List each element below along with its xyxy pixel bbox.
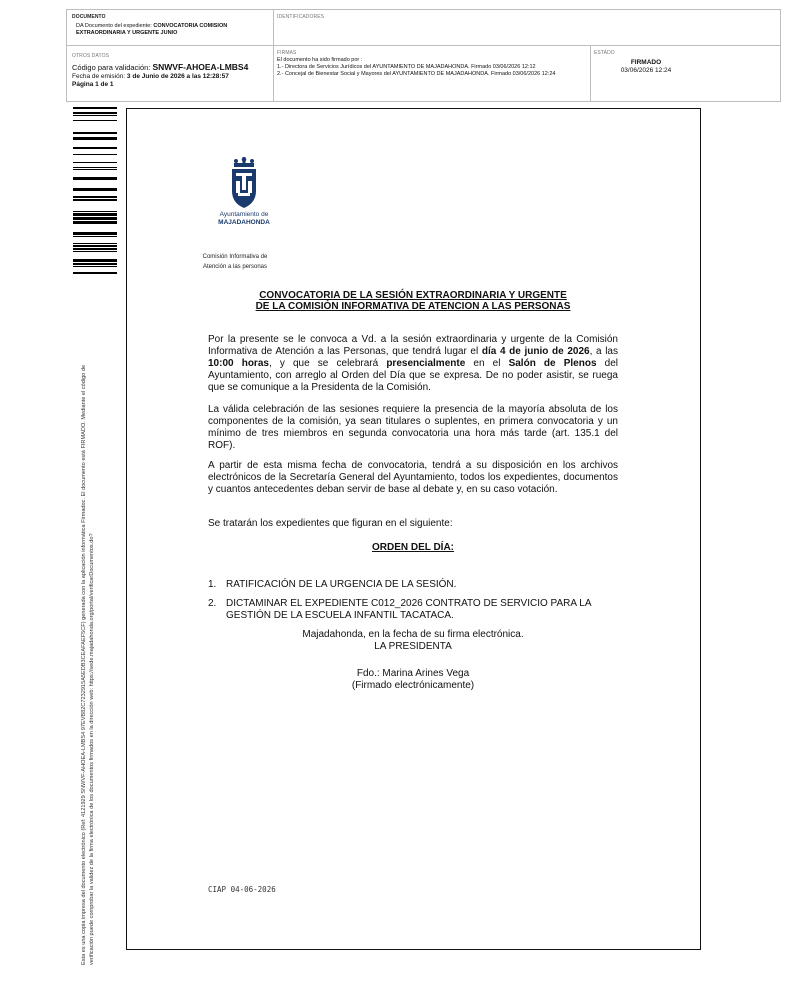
- paragraph-quorum: La válida celebración de las sesiones requiere la presencia de la mayoría absoluta de los componentes de la comisión, ya sean titulares o suplentes, en primera convocatoria y un mínimo de tres miembros en segunda convocatoria una hora más tarde (art. 135.1 del ROF).: [208, 404, 618, 451]
- fecha-emision: [72, 73, 229, 80]
- side-text-line: verificación puede comprobar la validez de la firma electrónica de los documentos firmados en la dirección web: https://sede.majadahonda.org/portal/verificarDocumentos.do?: [89, 533, 95, 965]
- documento-cell: [67, 10, 274, 46]
- paragraph-convocatoria: [208, 334, 618, 394]
- side-verification-text: [80, 285, 96, 965]
- agenda-item-number: 2.: [208, 598, 217, 609]
- meeting-mode: presencialmente: [386, 358, 466, 369]
- barcode-image: [73, 107, 117, 277]
- title-line: CONVOCATORIA DE LA SESIÓN EXTRAORDINARIA Y URGENTE: [259, 290, 567, 301]
- codigo-value: SNWVF-AHOEA-LMBS4: [152, 62, 249, 72]
- otros-datos-label: OTROS DATOS: [72, 53, 110, 59]
- agenda-item: [208, 598, 618, 622]
- paragraph-expedientes: Se tratarán los expedientes que figuran en el siguiente:: [208, 518, 453, 529]
- document-header: [66, 9, 781, 102]
- codigo-validacion: [72, 62, 248, 72]
- closing-place: Majadahonda, en la fecha de su firma electrónica.: [302, 629, 524, 640]
- meeting-place: Salón de Plenos: [508, 358, 597, 369]
- text-run: Por la presente se le convoca a Vd. a la sesión extraordinaria y urgente de la Comisión Informativa de Atención a las Personas, que tendrá lugar el: [208, 334, 618, 357]
- title-line: DE LA COMISIÓN INFORMATIVA DE ATENCION A LAS PERSONAS: [255, 301, 571, 312]
- documento-value: [76, 23, 266, 37]
- document-title: [208, 290, 618, 312]
- codigo-prefix: Código para validación:: [72, 63, 153, 72]
- pagina-indicator: Página 1 de 1: [72, 81, 114, 88]
- logo-line: Ayuntamiento de: [219, 211, 269, 218]
- estado-label: ESTADO: [594, 50, 615, 56]
- firmas-label: FIRMAS: [277, 50, 297, 56]
- ciap-reference: CIAP 04-06-2026: [208, 885, 276, 894]
- side-text-line: Esta es una copia impresa del documento electrónico (Ref: 4121929 SNWVF-AHOEA-LMBS4 97EVB82C7232915A5EDB3CEAFAEF5CF) generada con la aplicación informática Firmadoc. El documento está FIRMADO. Mediante el código de: [81, 364, 87, 965]
- estado-value: FIRMADO: [630, 59, 662, 66]
- orden-del-dia-heading: ORDEN DEL DÍA:: [371, 542, 455, 553]
- comision-heading: [185, 252, 285, 272]
- firma-item: 1.- Directora de Servicios Jurídicos del AYUNTAMIENTO DE MAJADAHONDA. Firmado 03/06/2026 12:12: [277, 64, 536, 70]
- agenda-item-text: DICTAMINAR EL EXPEDIENTE C012_2026 CONTRATO DE SERVICIO PARA LA GESTIÓN DE LA ESCUELA INFANTIL TACATACA.: [226, 598, 591, 621]
- closing-signer: Fdo.: Marina Arines Vega: [356, 668, 470, 679]
- agenda-item-text: RATIFICACIÓN DE LA URGENCIA DE LA SESIÓN.: [226, 579, 457, 590]
- closing-note: (Firmado electrónicamente): [351, 680, 475, 691]
- documento-title: CONVOCATORIA COMISION EXTRAORDINARIA Y URGENTE JUNIO: [76, 23, 228, 36]
- meeting-time: 10:00 horas: [208, 358, 269, 369]
- paragraph-documentacion: A partir de esta misma fecha de convocatoria, tendrá a su disposición en los archivos electrónicos de la Secretaría General del Ayuntamiento, todos los expedientes, documentos y cuantos antecedentes deban servir de base al debate y, en su caso votación.: [208, 460, 618, 495]
- firma-item: 2.- Concejal de Bienestar Social y Mayores del AYUNTAMIENTO DE MAJADAHONDA. Firmado 03/06/2026 12:24: [277, 71, 556, 77]
- text-run: , y que se celebrará: [268, 358, 387, 369]
- text-run: del Ayuntamiento, con arreglo al Orden del Día que se expresa. De no poder asistir, se ruega que se comunique a la Presidenta de la Comisión.: [208, 358, 619, 393]
- comision-line: Comisión Informativa de: [202, 254, 268, 260]
- logo-text: [203, 211, 285, 226]
- firmas-list: [277, 57, 587, 78]
- meeting-date: día 4 de junio de 2026: [481, 346, 590, 357]
- firmas-cell: [274, 46, 591, 101]
- agenda-item-number: 1.: [208, 579, 217, 590]
- fecha-prefix: Fecha de emisión:: [72, 73, 127, 80]
- text-run: en el: [465, 358, 509, 369]
- estado-fecha: 03/06/2026 12:24: [620, 67, 672, 74]
- logo-line: MAJADAHONDA: [218, 218, 270, 226]
- agenda-item: [208, 579, 618, 591]
- comision-line: Atención a las personas: [202, 264, 268, 270]
- otros-datos-cell: [67, 46, 274, 101]
- documento-prefix: DA Documento del expediente:: [76, 23, 154, 29]
- fecha-value: 3 de Junio de 2026 a las 12:28:57: [126, 73, 229, 80]
- closing-role: LA PRESIDENTA: [374, 641, 452, 652]
- identificadores-label: IDENTIFICADORES: [277, 14, 325, 20]
- text-run: , a las: [589, 346, 618, 357]
- documento-label: DOCUMENTO: [72, 14, 106, 20]
- estado-cell: [591, 46, 780, 101]
- identificadores-cell: [274, 10, 780, 46]
- firmas-intro: El documento ha sido firmado por :: [277, 57, 363, 63]
